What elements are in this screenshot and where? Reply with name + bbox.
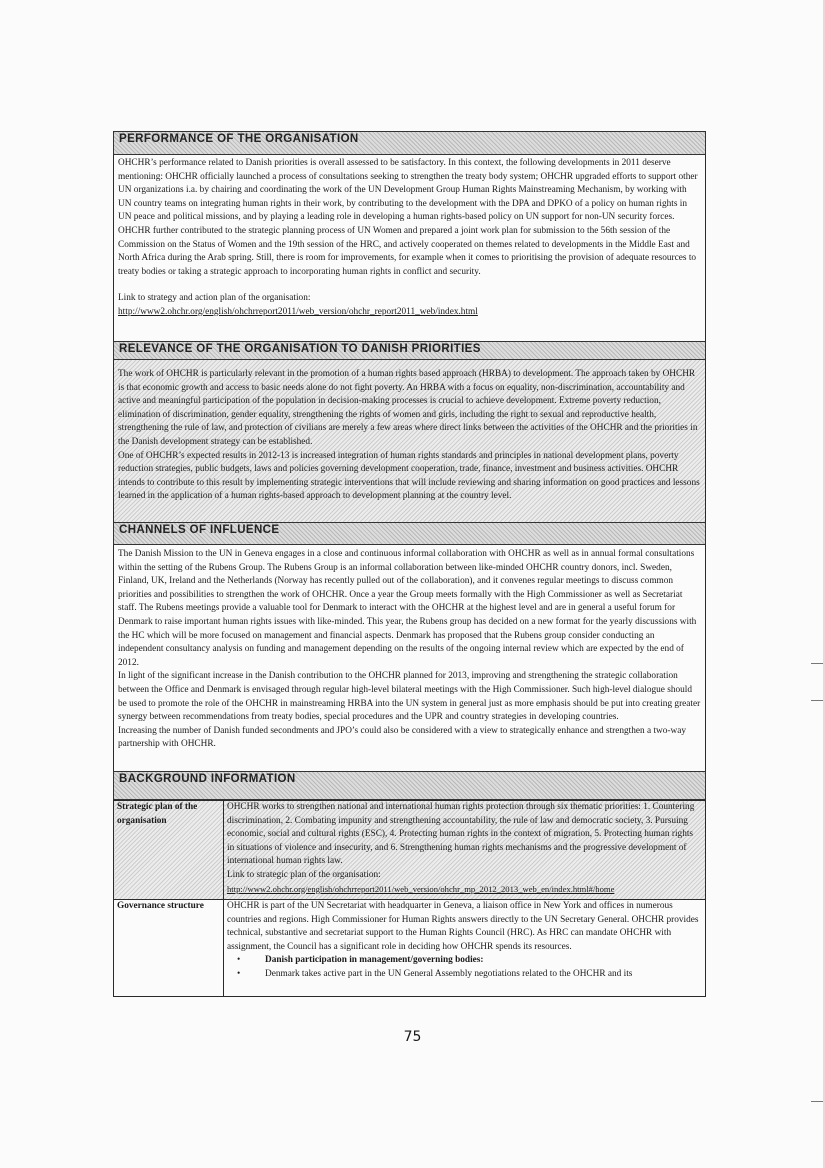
heading-text: BACKGROUND INFORMATION bbox=[119, 773, 296, 785]
governance-bullet-1: Danish participation in management/governing bodies: bbox=[265, 955, 484, 966]
channels-body-2: In light of the significant increase in the Danish contribution to the OHCHR planned for 2013, improving and strengthening the strategic collaboration between the Office and Denmark is envisaged through regular high-level bilateral meetings with the High Commissioner. Such high-level dialogue should be used to promote the role of the OHCHR in mainstreaming HRBA into the UN system in general just as more emphasis should be put into creating greater synergy between recommendations from treaty bodies, special procedures and the UPR and country strategies in developing countries. bbox=[118, 671, 701, 723]
strategic-plan-cell bbox=[224, 801, 706, 900]
channels-section bbox=[113, 545, 706, 771]
heading-text: PERFORMANCE OF THE ORGANISATION bbox=[119, 133, 359, 145]
governance-bullet-2: Denmark takes active part in the UN General Assembly negotiations related to the OHCHR and its bbox=[265, 968, 633, 979]
scan-mark bbox=[811, 700, 823, 701]
section-heading-performance bbox=[113, 131, 706, 155]
table-row bbox=[114, 801, 706, 900]
heading-text: CHANNELS OF INFLUENCE bbox=[119, 524, 280, 536]
relevance-body-2: One of OHCHR’s expected results in 2012-13 is increased integration of human rights standards and principles in national development plans, poverty reduction strategies, public budgets, laws and policies governing development cooperation, trade, finance, investment and business activities. OHCHR intends to contribute to this result by implementing strategic interventions that will include reviewing and sharing information on good practices and lessons learned in the application of a human rights-based approach to development planning at the country level. bbox=[118, 450, 700, 502]
section-heading-channels bbox=[113, 522, 706, 545]
strategic-plan-link[interactable]: http://www2.ohchr.org/english/ohchrreport2011/web_version/ohchr_mp_2012_2013_web_en/index.html#/home bbox=[227, 883, 615, 894]
channels-body-1: The Danish Mission to the UN in Geneva engages in a close and continuous informal collaboration with OHCHR as well as in annual formal consultations within the setting of the Rubens Group. The Rubens Group is an informal collaboration between like-minded OHCHR country donors, incl. Sweden, Finland, UK, Ireland and the Netherlands (Norway has recently pulled out of the collaboration), and it convenes regular meetings to discuss common priorities and possibilities to strengthen the work of OHCHR. Once a year the Group meets formally with the High Commissioner as well as Secretariat staff. The Rubens meetings provide a valuable tool for Denmark to interact with the OHCHR at the highest level and are in general a useful forum for Denmark to raise important human rights issues with like-minded. This year, the Rubens group has decided on a new format for the yearly discussions with the HC which will be more focused on management and financial aspects. Denmark has proposed that the Rubens group consider conducting an independent consultancy analysis on funding and management depending on the results of the ongoing internal review which are expected by the end of 2012. bbox=[118, 549, 697, 668]
performance-link[interactable]: http://www2.ohchr.org/english/ohchrreport2011/web_version/ohchr_report2011_web/index.html bbox=[118, 306, 478, 317]
performance-section bbox=[113, 155, 706, 341]
scan-mark bbox=[811, 663, 823, 664]
page-number: 75 bbox=[403, 1029, 422, 1045]
section-heading-relevance bbox=[113, 341, 706, 360]
heading-text: RELEVANCE OF THE ORGANISATION TO DANISH PRIORITIES bbox=[119, 343, 481, 355]
strategic-plan-body: OHCHR works to strengthen national and international human rights protection through six thematic priorities: 1. Countering discrimination, 2. Combating impunity and strengthening accountability, the rule of law and democratic society, 3. Pursuing economic, social and cultural rights (ESC), 4. Protecting human rights in the context of migration, 5. Protecting human rights in situations of violence and insecurity, and 6. Strengthening human rights mechanisms and the progressive development of international human rights law. bbox=[227, 802, 695, 867]
governance-label: Governance structure bbox=[114, 900, 224, 997]
governance-body: OHCHR is part of the UN Secretariat with headquarter in Geneva, a liaison office in New York and offices in numerous countries and regions. High Commissioner for Human Rights answers directly to the UN Secretary General. OHCHR provides technical, substantive and secretariat support to the Human Rights Council (HRC). As HRC can mandate OHCHR with assignment, the Council has a significant role in deciding how OHCHR spends its resources. bbox=[227, 901, 699, 952]
list-item bbox=[227, 968, 702, 982]
list-item bbox=[227, 954, 702, 968]
relevance-body-1: The work of OHCHR is particularly relevant in the promotion of a human rights based approach (HRBA) to development. The approach taken by OHCHR is that economic growth and access to basic needs alone do not fight poverty. An HRBA with a focus on equality, non-discrimination, accountability and active and meaningful participation of the population in decision-making processes is crucial to achieve development. Extreme poverty reduction, elimination of discrimination, gender equality, strengthening the rights of women and girls, including the right to sexual and reproductive health, strengthening the rule of law, and protection of civilians are merely a few areas where direct links between the activities of the OHCHR and the priorities in the Danish development strategy can be established. bbox=[118, 369, 698, 447]
performance-link-label: Link to strategy and action plan of the organisation: bbox=[118, 293, 311, 304]
background-table bbox=[113, 800, 706, 997]
bullet-icon: • bbox=[237, 955, 241, 966]
strategic-plan-link-label: Link to strategic plan of the organisation: bbox=[227, 869, 381, 880]
section-heading-background bbox=[113, 771, 706, 800]
governance-cell bbox=[224, 900, 706, 997]
strategic-plan-label: Strategic plan of the organisation bbox=[114, 801, 224, 900]
scan-mark bbox=[811, 1101, 823, 1102]
channels-body-3: Increasing the number of Danish funded secondments and JPO’s could also be considered with a view to strategically enhance and strengthen a two-way partnership with OHCHR. bbox=[118, 725, 686, 750]
performance-body: OHCHR’s performance related to Danish priorities is overall assessed to be satisfactory. In this context, the following developments in 2011 deserve mentioning: OHCHR officially launched a process of consultations seeking to strengthen the treaty body system; OHCHR upgraded efforts to support other UN organizations i.a. by chairing and coordinating the work of the UN Development Group Human Rights Mainstreaming Mechanism, by working with UN country teams on integrating human rights in their work, by contributing to the development with the DPA and DPKO of a policy on human rights in UN peace and political missions, and by playing a leading role in developing a human rights-based policy on UN support for non-UN security forces. OHCHR further contributed to the strategic planning process of UN Women and prepared a joint work plan for submission to the 56th session of the Commission on the Status of Women and the 19th session of the HRC, and actively cooperated on themes related to developments in the Middle East and North Africa during the Arab spring. Still, there is room for improvements, for example when it comes to prioritising the provision of adequate resources to treaty bodies or taking a strategic approach to incorporating human rights in conflict and security. bbox=[118, 158, 698, 277]
table-row bbox=[114, 900, 706, 997]
bullet-icon: • bbox=[237, 968, 241, 979]
relevance-section bbox=[113, 360, 706, 522]
